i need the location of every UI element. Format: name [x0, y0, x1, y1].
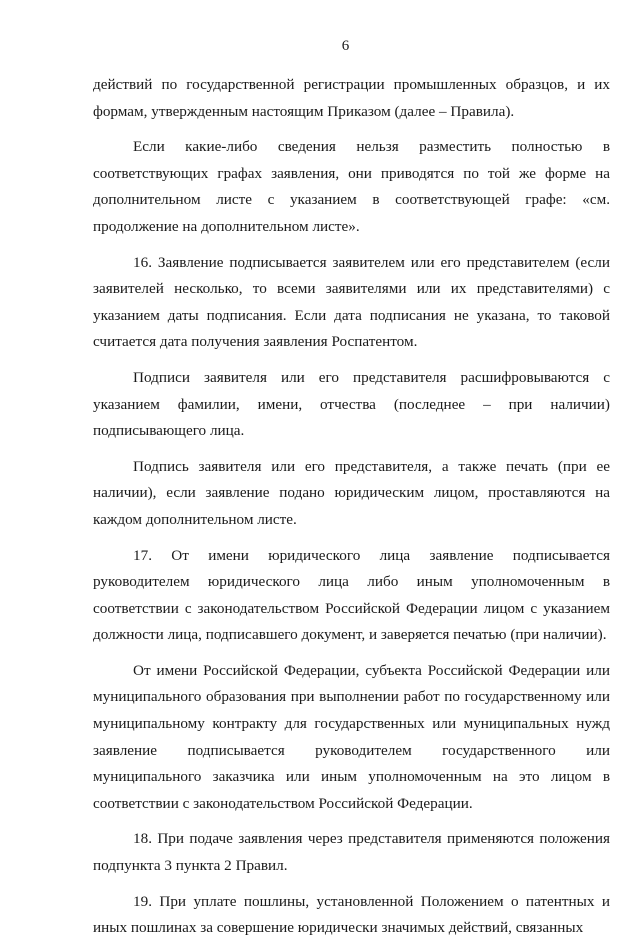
paragraph-item-18: 18. При подаче заявления через представителя применяются положения подпункта 3 пункта 2 Правил.: [93, 830, 610, 875]
paragraph-item-19: 19. При уплате пошлины, установленной Положением о патентных и иных пошлинах за совершение юридически значимых действий, связанных: [93, 892, 610, 937]
paragraph-item-16: 16. Заявление подписывается заявителем или его представителем (если заявителей несколько, то всеми заявителями или их представителями) с указанием даты подписания. Если дата подписания не указана, то таковой считается дата получения заявления Роспатентом.: [93, 253, 610, 351]
paragraph-federation: От имени Российской Федерации, субъекта Российской Федерации или муниципального образования при выполнении работ по государственному или муниципальному контракту для государственных или муниципальных нужд заявление подписывается руководителем государственного или муниципального заказчика или иным уполномоченным на это лицом в соответствии с законодательством Российской Федерации.: [93, 661, 610, 812]
paragraph-seal: Подпись заявителя или его представителя, а также печать (при ее наличии), если заявление подано юридическим лицом, проставляются на каждом дополнительном листе.: [93, 457, 610, 528]
paragraph-additional-sheet: Если какие-либо сведения нельзя разместить полностью в соответствующих графах заявления, они приводятся по той же форме на дополнительном листе с указанием в соответствующей графе: «см. продолжение на дополнительном листе».: [93, 138, 610, 235]
page-number: 6: [341, 38, 350, 54]
paragraph-signatures: Подписи заявителя или его представителя расшифровываются с указанием фамилии, имени, отчества (последнее – при наличии) подписывающего лица.: [93, 368, 610, 440]
paragraph-item-17: 17. От имени юридического лица заявление подписывается руководителем юридического лица либо иным уполномоченным в соответствии с законодательством Российской Федерации лицом с указанием должности лица, подписавшего документ, и заверяется печатью (при наличии).: [93, 546, 610, 644]
paragraph-continuation: действий по государственной регистрации промышленных образцов, и их формам, утвержденным настоящим Приказом (далее – Правила).: [93, 76, 610, 120]
